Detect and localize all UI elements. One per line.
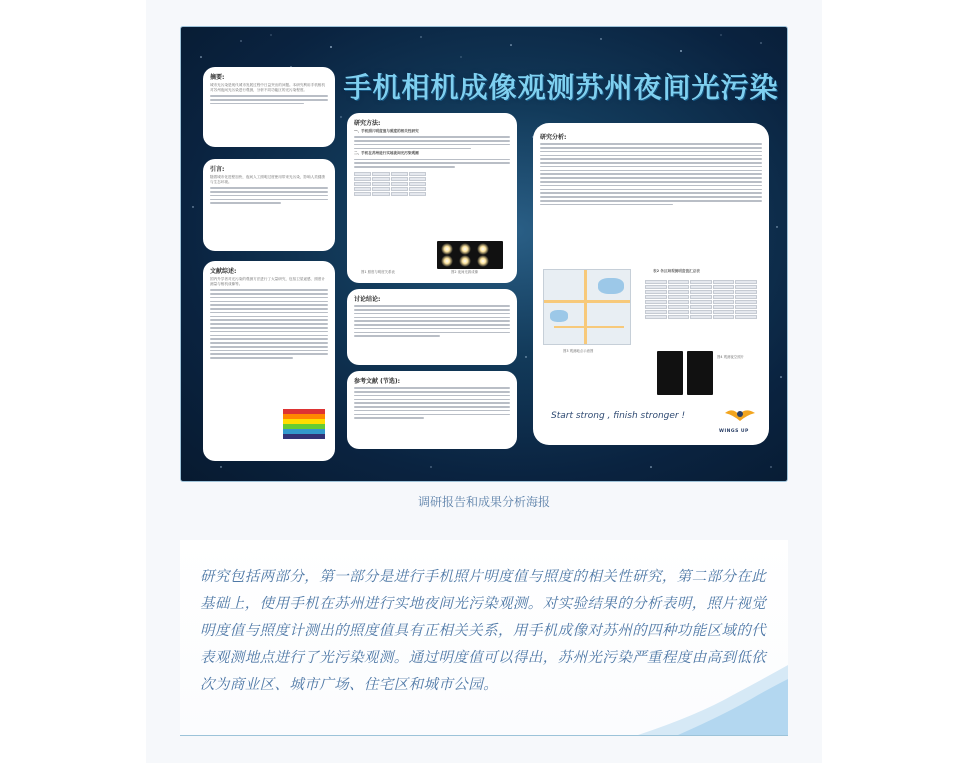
summary-box	[180, 540, 788, 736]
references-heading: 参考文献 (节选):	[354, 378, 400, 385]
light-source-image	[437, 241, 503, 269]
summary-text: 研究包括两部分，第一部分是进行手机照片明度值与照度的相关性研究，第二部分在此基础上，使用手机在苏州进行实地夜间光污染观测。对实验结果的分析表明，照片视觉明度值与照度计测出的照度值具有正相关关系，用手机成像对苏州的四种功能区域的代表观测地点进行了光污染观测。通过明度值可以得出，苏州光污染严重程度由高到低依次为商业区、城市广场、住宅区和城市公园。	[200, 569, 767, 693]
methods-table	[354, 172, 426, 196]
literature-body-lines	[210, 289, 328, 359]
night-sky-photo-1	[657, 351, 683, 395]
decorative-wave-icon	[638, 665, 788, 735]
abstract-heading: 摘要:	[210, 74, 225, 81]
analysis-fig3-caption: 图3 观测地点示意图	[563, 349, 594, 353]
methods-fig2-caption: 图2 夜间光源成像	[451, 270, 478, 274]
methods-body-lines-2	[354, 159, 510, 168]
intro-text: 随着城市化进程加快，夜间人工照明过度使用带来光污染，影响人类健康与生态环境。	[210, 175, 325, 184]
night-sky-photo-2	[687, 351, 713, 395]
literature-text: 国内外学者对光污染的观测方法进行了大量研究，包括卫星遥感、照度计测量与相机成像等。	[210, 277, 325, 286]
intro-panel	[203, 159, 335, 251]
wings-up-logo-icon	[723, 405, 757, 429]
methods-sub2: 二、手机在苏州进行实地夜间光污染观测	[354, 151, 419, 156]
references-body-lines	[354, 387, 510, 419]
methods-panel	[347, 113, 517, 283]
literature-heading: 文献综述:	[210, 268, 237, 275]
analysis-panel	[533, 123, 769, 445]
methods-fig1-caption: 图1 照度与明度关系表	[361, 270, 395, 274]
methods-sub1: 一、手机照片明度值与照度的相关性研究	[354, 129, 419, 133]
analysis-table-caption: 表2 各区域观测明度值汇总表	[653, 269, 700, 273]
analysis-body-lines	[540, 143, 762, 205]
analysis-heading: 研究分析:	[540, 134, 567, 141]
literature-panel	[203, 261, 335, 461]
abstract-text: 城市光污染是现代城市发展过程中日益突出的问题。本研究利用手机相机对苏州夜间光污染进行观测，分析不同功能区的光污染程度。	[210, 83, 325, 92]
conclusion-panel	[347, 289, 517, 365]
abstract-body-lines	[210, 95, 328, 104]
observation-map	[543, 269, 631, 345]
intro-heading: 引言:	[210, 166, 225, 173]
poster-caption: 调研报告和成果分析海报	[417, 495, 550, 509]
conclusion-body-lines	[354, 305, 510, 337]
research-poster-image[interactable]	[180, 26, 788, 482]
logo-text: WINGS UP	[719, 429, 749, 434]
methods-heading: 研究方法:	[354, 120, 381, 127]
conclusion-heading: 讨论结论:	[354, 296, 381, 303]
references-panel	[347, 371, 517, 449]
methods-body-lines-1	[354, 136, 510, 149]
poster-slogan: Start strong , finish stronger !	[551, 411, 686, 421]
intro-body-lines	[210, 187, 328, 204]
analysis-table	[645, 280, 757, 319]
analysis-fig4-caption: 图4 观测夜空照片	[717, 355, 744, 359]
abstract-panel	[203, 67, 335, 147]
literature-color-legend	[283, 409, 325, 449]
poster-title: 手机相机成像观测苏州夜间光污染	[343, 71, 779, 104]
